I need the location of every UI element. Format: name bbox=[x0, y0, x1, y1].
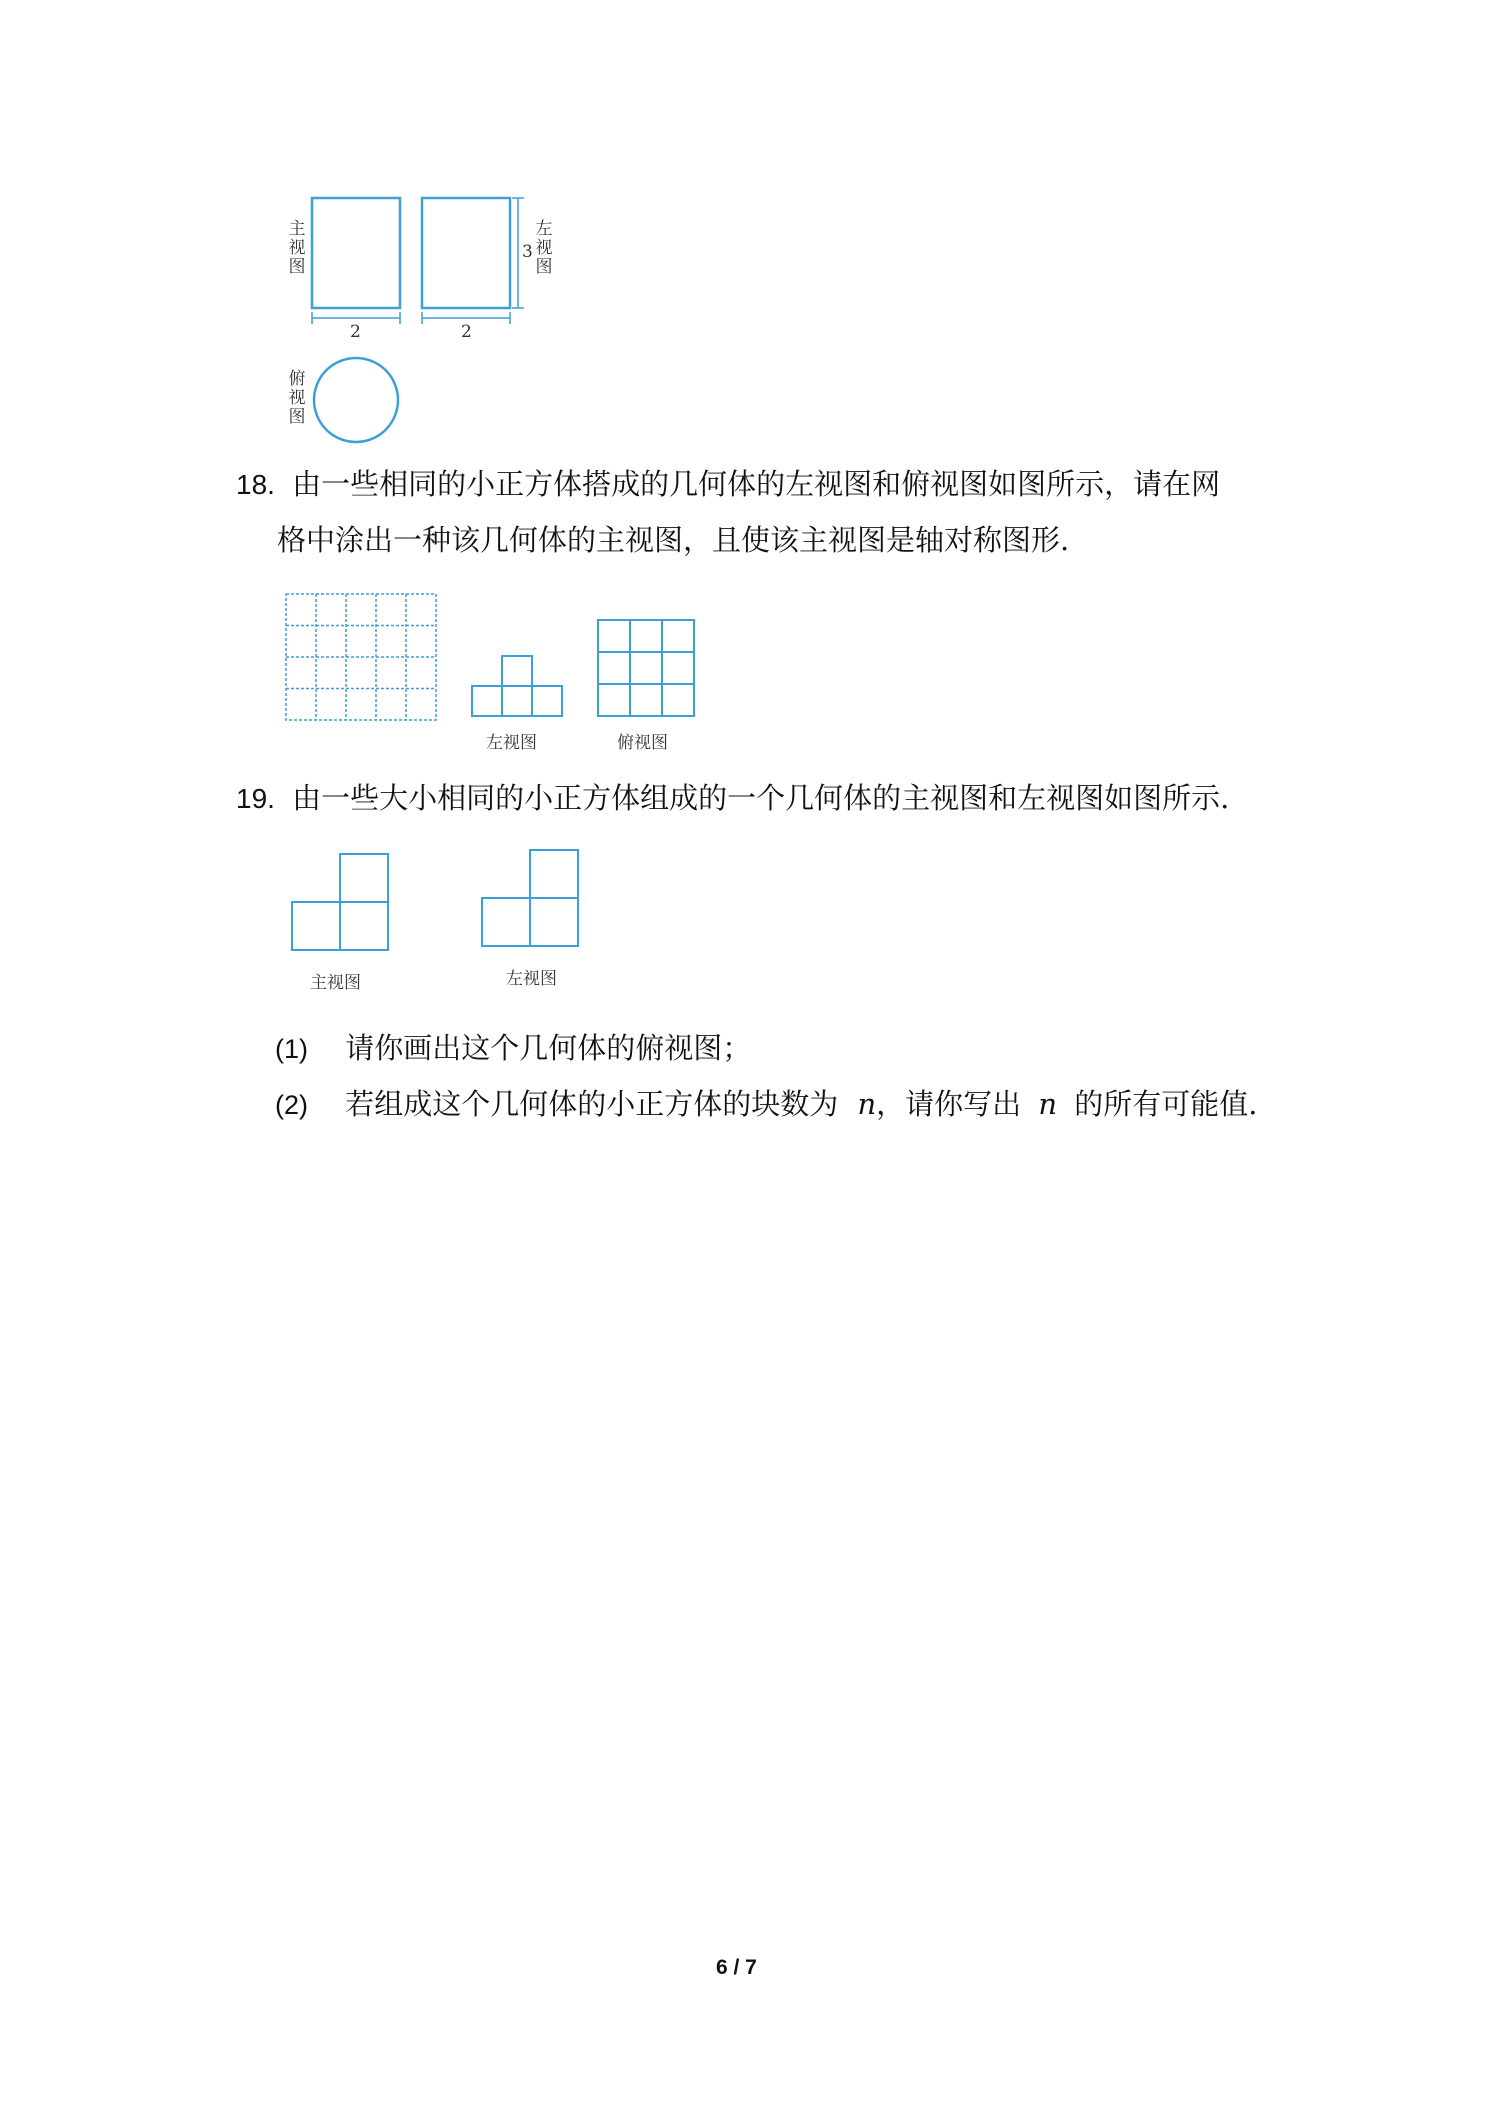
sub-question-2-text-a: 若组成这个几何体的小正方体的块数为 bbox=[345, 1087, 839, 1121]
q18-top-view-label: 俯视图 bbox=[617, 733, 668, 753]
question-18-figure bbox=[280, 588, 700, 758]
front-width-dimension: 2 bbox=[350, 322, 361, 342]
sub-question-2-text-b: ，请你写出 bbox=[876, 1087, 1022, 1121]
q19-left-view bbox=[482, 850, 578, 946]
question-19-text: 由一些大小相同的小正方体组成的一个几何体的主视图和左视图如图所示. bbox=[292, 781, 1230, 815]
sub-question-1-number: (1) bbox=[275, 1034, 308, 1064]
question-18-line2: 格中涂出一种该几何体的主视图，且使该主视图是轴对称图形. bbox=[277, 523, 1070, 557]
variable-n: n bbox=[857, 1087, 877, 1121]
front-view-label: 主视图 bbox=[288, 219, 306, 277]
variable-n: n bbox=[1038, 1087, 1058, 1121]
left-view-shape bbox=[472, 656, 562, 716]
left-width-dimension: 2 bbox=[461, 322, 472, 342]
q19-front-view-label: 主视图 bbox=[310, 973, 361, 993]
question-18-line1: 由一些相同的小正方体搭成的几何体的左视图和俯视图如图所示，请在网 bbox=[292, 467, 1221, 501]
sub-question-1-text: 请你画出这个几何体的俯视图； bbox=[345, 1031, 752, 1065]
question-19-figure bbox=[286, 840, 606, 1000]
top-view-label: 俯视图 bbox=[288, 369, 306, 427]
question-18-number: 18. bbox=[236, 469, 275, 500]
figure-cylinder-views bbox=[280, 186, 580, 446]
q19-front-view bbox=[292, 854, 388, 950]
front-view-rect bbox=[312, 198, 400, 308]
q18-left-view-label: 左视图 bbox=[486, 733, 537, 753]
question-19-number: 19. bbox=[236, 783, 275, 814]
q19-left-view-label: 左视图 bbox=[506, 969, 557, 989]
left-view-label: 左视图 bbox=[535, 219, 553, 277]
sub-question-1 bbox=[275, 1020, 751, 1077]
sub-question-2 bbox=[275, 1076, 1258, 1133]
top-view-grid bbox=[598, 620, 694, 716]
page-number: 6 / 7 bbox=[716, 1956, 757, 1979]
answer-grid bbox=[286, 594, 436, 720]
top-view-circle bbox=[314, 358, 398, 442]
height-dimension: 3 bbox=[522, 242, 533, 262]
question-18 bbox=[236, 456, 1220, 513]
question-19 bbox=[236, 770, 1229, 827]
sub-question-2-number: (2) bbox=[275, 1090, 308, 1120]
sub-question-2-text-c: 的所有可能值. bbox=[1074, 1087, 1258, 1121]
left-view-rect bbox=[422, 198, 510, 308]
